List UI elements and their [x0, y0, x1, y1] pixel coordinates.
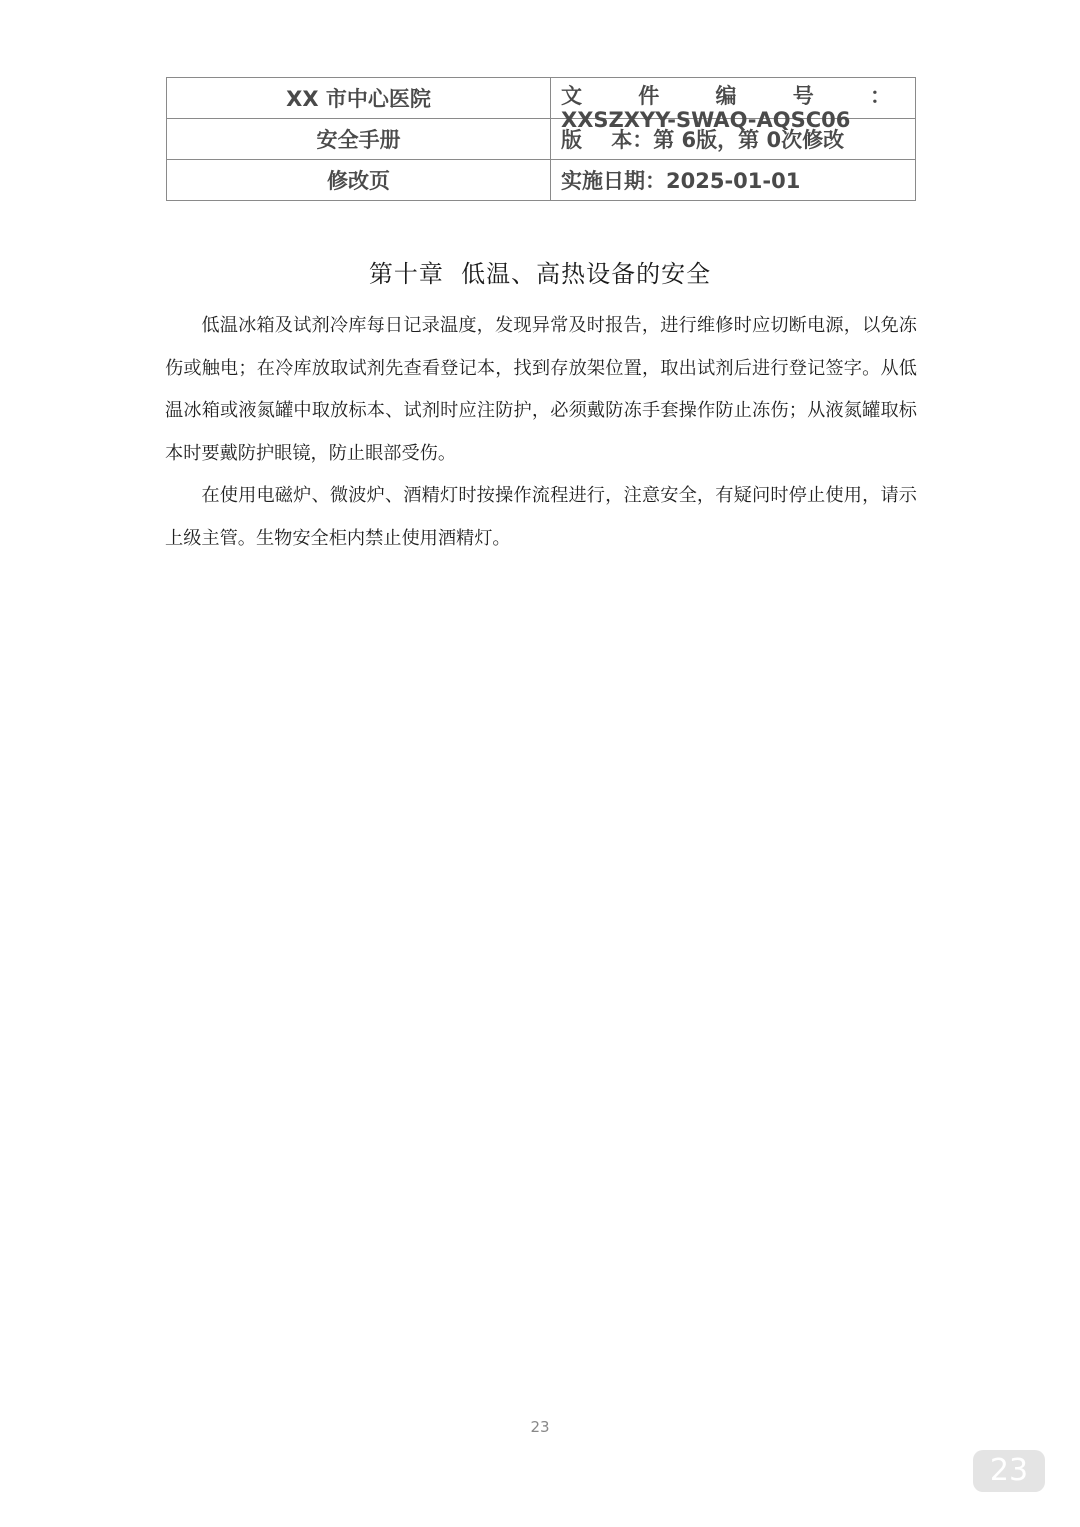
paragraph: 低温冰箱及试剂冷库每日记录温度，发现异常及时报告，进行维修时应切断电源，以免冻伤或触电；在冷库放取试剂先查看登记本，找到存放架位置，取出试剂后进行登记签字。从低温冰箱或液氮罐中取放标本、试剂时应注防护，必须戴防冻手套操作防止冻伤；从液氮罐取标本时要戴防护眼镜，防止眼部受伤。 — [165, 315, 917, 464]
page-number: 23 — [530, 1418, 550, 1436]
doc-number-label — [561, 80, 891, 110]
document-header-table — [166, 77, 916, 201]
version-text: 版 本：第 6版，第 0次修改 — [561, 128, 845, 152]
doc-number-label-char: 文 — [561, 84, 582, 108]
manual-title: 安全手册 — [167, 119, 551, 160]
header-row-3 — [167, 160, 916, 201]
doc-number-value: XXSZXYY-SWAQ-AQSC06 — [561, 108, 851, 132]
paragraph: 在使用电磁炉、微波炉、酒精灯时按操作流程进行，注意安全，有疑问时停止使用，请示上级主管。生物安全柜内禁止使用酒精灯。 — [165, 485, 917, 549]
doc-number-wrapper — [561, 78, 915, 132]
doc-number-cell — [551, 78, 916, 132]
doc-number-label-char: 件 — [638, 84, 660, 108]
hospital-name: XX 市中心医院 — [167, 78, 551, 119]
header-row-1 — [167, 78, 916, 119]
doc-number-label-char: 编 — [715, 84, 737, 108]
doc-number-label-char: 号 — [792, 84, 814, 108]
revision-page-label: 修改页 — [167, 160, 551, 201]
page-number-badge[interactable]: 23 — [973, 1450, 1045, 1492]
doc-number-label-char: ： — [870, 84, 891, 108]
chapter-title: 第十章 低温、高热设备的安全 — [368, 260, 712, 288]
body-text — [165, 305, 917, 560]
effective-date: 实施日期：2025-01-01 — [551, 160, 916, 201]
